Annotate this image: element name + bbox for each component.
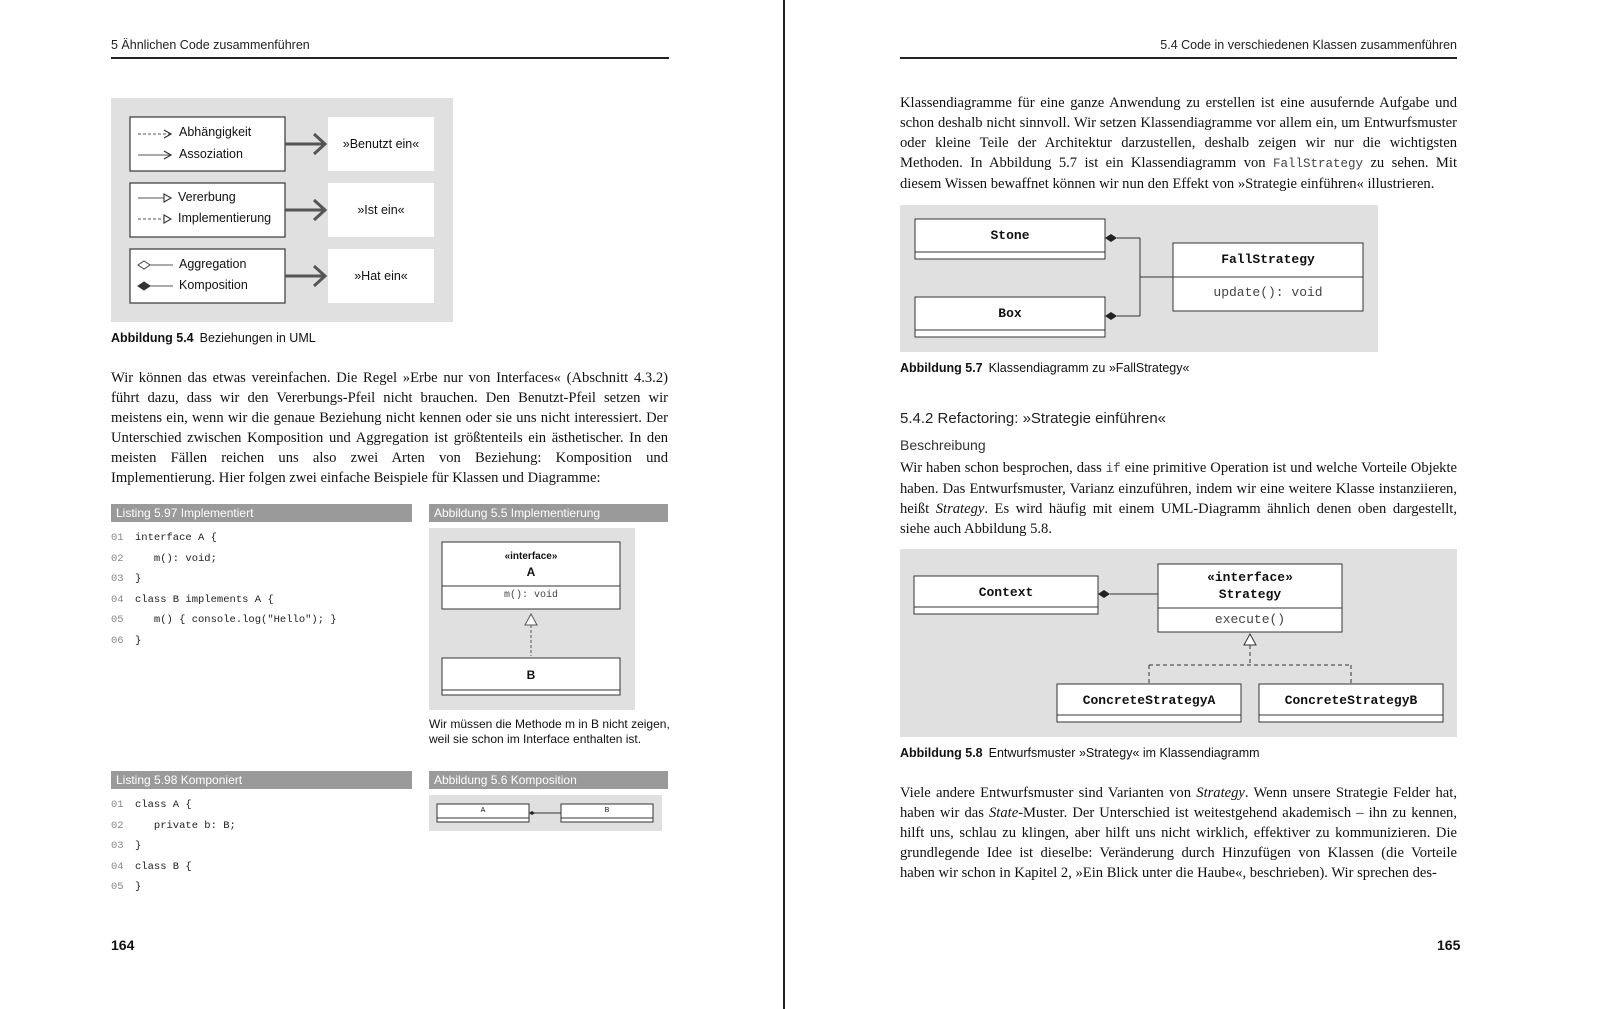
- strategy-pattern-figure: [900, 549, 1457, 737]
- iface-stereotype: «interface»: [504, 551, 558, 562]
- stone-class-name: Stone: [990, 228, 1030, 243]
- code-line: 01 interface A {: [111, 532, 217, 544]
- code-line: 05 m() { console.log("Hello"); }: [111, 614, 337, 626]
- figure-title-5-6: Abbildung 5.6 Komposition: [429, 771, 668, 789]
- label-abhaengigkeit: Abhängigkeit: [179, 125, 252, 139]
- body-paragraph-right-1: Klassendiagramme für eine ganze Anwendung zu erstellen ist eine ausufernde Aufgabe und schon deshalb nicht sinnvoll. Wir setzen Klassendiagramme vor allem ein, um Entwurfsmuster oder kleine Teile der Architektur darzustellen, deshalb zeigen wir nur die wichtigsten Methoden. In Abbildung 5.7 ist ein Klassendiagramm von FallStrategy zu sehen. Mit diesem Wissen bewaffnet können wir nun den Effekt von »Strategie einführen« illustrieren.: [900, 95, 1458, 192]
- code-line: 03 }: [111, 840, 142, 852]
- fallstrategy-class-name: FallStrategy: [1221, 252, 1315, 267]
- class-b-name: B: [526, 668, 536, 682]
- code-line: 05 }: [111, 881, 142, 893]
- class-a-label: A: [480, 807, 486, 814]
- figure-note-line2: weil sie schon im Interface enthalten ist.: [429, 732, 642, 746]
- code-line: 03 }: [111, 573, 142, 585]
- concrete-strategy-b: ConcreteStrategyB: [1284, 693, 1418, 708]
- code-line: 04 class B {: [111, 860, 192, 873]
- subheading-beschreibung: Beschreibung: [900, 437, 986, 453]
- execute-method: execute(): [1214, 612, 1286, 627]
- header-rule-right: [900, 57, 1457, 59]
- section-heading-5-4-2: 5.4.2 Refactoring: »Strategie einführen«: [900, 410, 1167, 427]
- code-listing-5-98: [111, 795, 236, 898]
- strategy-stereotype: «interface»: [1207, 570, 1293, 585]
- label-komposition: Komposition: [179, 278, 248, 292]
- iface-method: m(): void: [503, 590, 558, 601]
- label-implementierung: Implementierung: [178, 211, 272, 225]
- page-gutter: [783, 0, 785, 1009]
- body-paragraph-right-3: Viele andere Entwurfsmuster sind Varianten von Strategy. Wenn unsere Strategie Felder hat, haben wir das State-Muster. Der Unterschied ist weitestgehend akademisch – ihn zu kennen, hilft uns, schlau zu klingen, aber hilft uns nicht wirklich, effektiver zu kommunizieren. Die grundlegende Idee ist dieselbe: Veränderung durch Hinzufügen von Klassen (die Vorteile haben wir schon in Kapitel 2, »Ein Blick unter die Haube«, beschrieben). Wir sprechen des-: [900, 785, 1457, 881]
- label-aggregation: Aggregation: [179, 257, 247, 271]
- code-line: 02 m(): void;: [111, 552, 217, 565]
- strategy-interface-name: Strategy: [1218, 587, 1282, 602]
- header-rule-left: [111, 57, 669, 59]
- iface-name: A: [526, 565, 536, 579]
- body-paragraph-left: Wir können das etwas vereinfachen. Die Regel »Erbe nur von Interfaces« (Abschnitt 4.3.2) führt dazu, dass wir den Vererbungs-Pfeil nicht brauchen. Den Benutzt-Pfeil setzen wir meistens ein, wenn wir die genaue Beziehung nicht kennen oder sie uns nicht interessiert. Der Unterschied zwischen Komposition und Aggregation ist größtenteils ein ästhetischer. In den meisten Fällen reichen uns also zwei Arten von Beziehung: Komposition und Implementierung. Hier folgen zwei einfache Beispiele für Klassen und Diagramme:: [111, 370, 668, 486]
- class-b-label: B: [604, 807, 610, 814]
- caption-label: Abbildung 5.4: [111, 331, 194, 345]
- code-listing-5-97: [111, 528, 337, 651]
- figure-caption-5-7: Abbildung 5.7 Klassendiagramm zu »FallStrategy«: [900, 361, 1190, 375]
- page-number-left: 164: [111, 937, 135, 953]
- result-ist-ein: »Ist ein«: [328, 183, 434, 237]
- listing-title-5-98: Listing 5.98 Komponiert: [111, 771, 412, 789]
- inline-code: if: [1105, 462, 1121, 476]
- inline-code: FallStrategy: [1273, 157, 1364, 171]
- figure-title-5-5: Abbildung 5.5 Implementierung: [429, 504, 668, 522]
- running-head-right: 5.4 Code in verschiedenen Klassen zusammenführen: [1160, 38, 1457, 52]
- code-line: 02 private b: B;: [111, 819, 236, 832]
- fallstrategy-class-diagram: [900, 205, 1378, 352]
- code-line: 04 class B implements A {: [111, 593, 274, 606]
- context-class-name: Context: [978, 585, 1034, 600]
- implementation-figure: [429, 528, 635, 710]
- label-assoziation: Assoziation: [179, 147, 243, 161]
- listing-title-5-97: Listing 5.97 Implementiert: [111, 504, 412, 522]
- caption-text: Beziehungen in UML: [199, 331, 316, 345]
- running-head-left: 5 Ähnlichen Code zusammenführen: [111, 38, 310, 52]
- body-paragraph-right-2: Wir haben schon besprochen, dass if eine primitive Operation ist und welche Vorteile Objekte haben. Das Entwurfsmuster, Varianz einzuführen, indem wir eine weitere Klasse instanziieren, heißt Strategy. Es wird häufig mit einem UML-Diagramm ähnlich denen oben dargestellt, siehe auch Abbildung 5.8.: [900, 460, 1457, 537]
- uml-relationships-figure: [111, 98, 453, 322]
- figure-caption-5-4: [111, 331, 316, 345]
- page-number-right: 165: [1437, 937, 1461, 953]
- result-benutzt-ein: »Benutzt ein«: [328, 117, 434, 171]
- label-vererbung: Vererbung: [178, 190, 236, 204]
- result-hat-ein: »Hat ein«: [328, 249, 434, 303]
- code-line: 06 }: [111, 634, 142, 647]
- figure-caption-5-8: Abbildung 5.8 Entwurfsmuster »Strategy« im Klassendiagramm: [900, 746, 1260, 760]
- update-method: update(): void: [1213, 285, 1323, 300]
- code-line: 01 class A {: [111, 799, 192, 811]
- concrete-strategy-a: ConcreteStrategyA: [1082, 693, 1216, 708]
- figure-note-line1: Wir müssen die Methode m in B nicht zeigen,: [429, 717, 670, 731]
- box-class-name: Box: [998, 306, 1022, 321]
- composition-figure: [429, 795, 662, 831]
